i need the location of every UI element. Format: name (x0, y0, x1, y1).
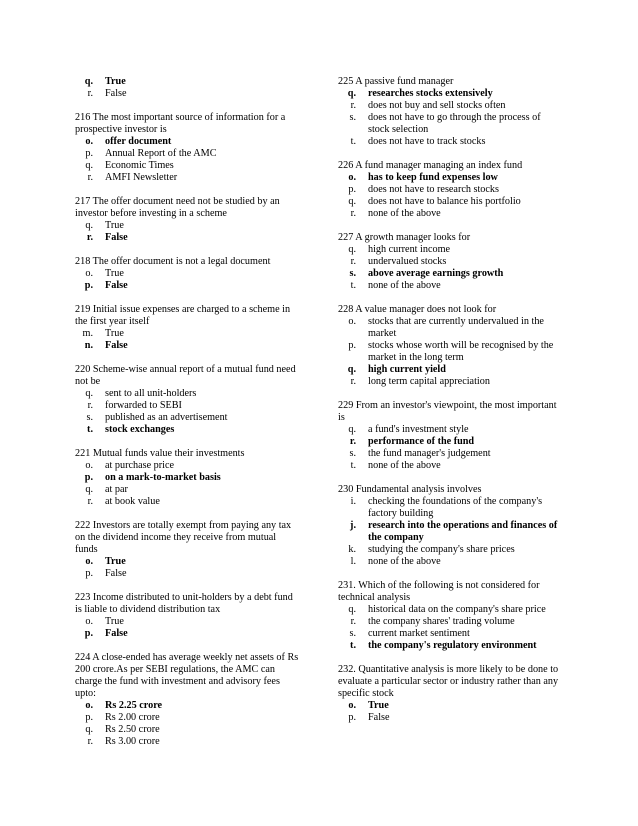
question-block (338, 232, 562, 292)
option-label: r. (87, 172, 93, 183)
answer-option (75, 496, 299, 508)
question-block (75, 448, 299, 508)
question-block (338, 484, 562, 568)
option-label: p. (85, 148, 93, 159)
answer-option (75, 220, 299, 232)
answer-option (338, 196, 562, 208)
answer-option (338, 256, 562, 268)
option-label: j. (350, 520, 356, 531)
question-stem: 220 Scheme-wise annual report of a mutual fund need not be (75, 364, 296, 387)
answer-option (338, 604, 562, 616)
option-text: studying the company's share prices (368, 544, 515, 555)
option-text: False (105, 232, 128, 243)
question-stem: 228 A value manager does not look for (338, 304, 497, 315)
question-stem: 222 Investors are totally exempt from paying any tax on the dividend income they receive from mutual funds (75, 520, 292, 555)
question-stem: 229 From an investor's viewpoint, the most important is (338, 400, 557, 423)
answer-option (75, 160, 299, 172)
option-label: q. (85, 220, 93, 231)
option-label: p. (84, 280, 93, 291)
option-label: p. (85, 568, 93, 579)
option-text: does not have to balance his portfolio (368, 196, 521, 207)
option-text: checking the foundations of the company's factory building (368, 496, 543, 519)
option-label: r. (86, 232, 93, 243)
answer-option (75, 412, 299, 424)
option-label: o. (85, 268, 93, 279)
option-text: researches stocks extensively (368, 88, 493, 99)
answer-option (338, 448, 562, 460)
answer-option-correct (75, 424, 299, 436)
option-text: none of the above (368, 280, 441, 291)
answer-option (75, 616, 299, 628)
answer-option (338, 280, 562, 292)
answer-option (75, 712, 299, 724)
option-text: at par (105, 484, 128, 495)
answer-option (75, 568, 299, 580)
option-text: does not have to research stocks (368, 184, 499, 195)
option-label: q. (347, 88, 356, 99)
option-text: does not have to go through the process of stock selection (368, 112, 541, 135)
option-text: Economic Times (105, 160, 174, 171)
answer-option (338, 316, 562, 340)
option-text: False (105, 568, 127, 579)
answer-option (338, 460, 562, 472)
option-label: r. (87, 496, 93, 507)
answer-option (75, 400, 299, 412)
option-label: q. (85, 484, 93, 495)
option-label: m. (82, 328, 93, 339)
option-text: False (368, 712, 390, 723)
question-stem: 223 Income distributed to unit-holders by a debt fund is liable to dividend distribution tax (75, 592, 293, 615)
question-block (338, 304, 562, 388)
answer-option (338, 496, 562, 520)
option-label: s. (349, 448, 356, 459)
option-label: p. (348, 712, 356, 723)
answer-option-correct (338, 364, 562, 376)
answer-option-correct (338, 88, 562, 100)
option-label: o. (85, 136, 93, 147)
option-text: True (105, 556, 126, 567)
option-text: False (105, 340, 128, 351)
option-text: high current income (368, 244, 451, 255)
option-text: Rs 2.50 crore (105, 724, 160, 735)
option-text: above average earnings growth (368, 268, 504, 279)
answer-option (338, 136, 562, 148)
option-label: o. (85, 700, 93, 711)
option-text: stocks whose worth will be recognised by the market in the long term (368, 340, 554, 363)
answer-option (338, 208, 562, 220)
question-block (338, 76, 562, 148)
option-text: Rs 2.25 crore (105, 700, 163, 711)
question-stem: 225 A passive fund manager (338, 76, 454, 87)
question-block (75, 304, 299, 352)
option-text: current market sentiment (368, 628, 470, 639)
option-text: long term capital appreciation (368, 376, 490, 387)
option-text: on a mark-to-market basis (105, 472, 221, 483)
question-stem: 224 A close-ended has average weekly net assets of Rs 200 crore.As per SEBI regulations, the AMC can charge the fund with investment and advisory fees upto: (75, 652, 299, 699)
option-label: r. (350, 256, 356, 267)
option-label: r. (350, 376, 356, 387)
option-text: True (105, 220, 124, 231)
question-stem: 219 Initial issue expenses are charged to a scheme in the first year itself (75, 304, 291, 327)
option-text: at purchase price (105, 460, 175, 471)
answer-option (75, 172, 299, 184)
answer-option (338, 616, 562, 628)
question-block (338, 160, 562, 220)
option-text: a fund's investment style (368, 424, 469, 435)
question-stem: 226 A fund manager managing an index fund (338, 160, 523, 171)
option-text: none of the above (368, 208, 441, 219)
answer-option-correct (75, 76, 299, 88)
option-label: t. (87, 424, 93, 435)
option-label: q. (84, 76, 93, 87)
option-label: r. (349, 436, 356, 447)
question-stem: 230 Fundamental analysis involves (338, 484, 482, 495)
option-label: p. (84, 628, 93, 639)
question-block (75, 196, 299, 244)
answer-option-correct (338, 640, 562, 652)
option-label: t. (350, 460, 356, 471)
option-label: r. (350, 100, 356, 111)
answer-option-correct (338, 436, 562, 448)
option-label: p. (348, 184, 356, 195)
option-text: AMFI Newsletter (105, 172, 178, 183)
option-text: at book value (105, 496, 160, 507)
answer-option (338, 112, 562, 136)
option-label: q. (348, 244, 356, 255)
answer-option-correct (75, 472, 299, 484)
option-text: True (105, 268, 124, 279)
question-stem: 218 The offer document is not a legal document (75, 256, 271, 267)
question-stem: 216 The most important source of information for a prospective investor is (75, 112, 286, 135)
option-label: o. (348, 700, 356, 711)
answer-option (338, 340, 562, 364)
question-block (338, 400, 562, 472)
option-text: False (105, 280, 128, 291)
answer-option (75, 736, 299, 748)
option-text: Rs 2.00 crore (105, 712, 160, 723)
answer-option-correct (75, 340, 299, 352)
question-block (75, 112, 299, 184)
answer-option-correct (75, 700, 299, 712)
answer-option (338, 184, 562, 196)
option-text: undervalued stocks (368, 256, 447, 267)
answer-option (75, 88, 299, 100)
option-label: r. (350, 208, 356, 219)
question-block (75, 364, 299, 436)
option-label: s. (349, 268, 356, 279)
question-stem: 221 Mutual funds value their investments (75, 448, 245, 459)
answer-option-correct (75, 556, 299, 568)
question-block (338, 664, 562, 724)
option-label: t. (350, 136, 356, 147)
option-text: the company shares' trading volume (368, 616, 515, 627)
option-label: k. (348, 544, 356, 555)
option-text: high current yield (368, 364, 446, 375)
option-text: True (105, 616, 124, 627)
option-text: True (105, 328, 124, 339)
option-label: o. (85, 616, 93, 627)
option-label: s. (349, 628, 356, 639)
option-text: sent to all unit-holders (105, 388, 197, 399)
option-label: r. (87, 400, 93, 411)
option-text: historical data on the company's share price (368, 604, 546, 615)
option-text: offer document (105, 136, 172, 147)
option-label: p. (84, 472, 93, 483)
answer-option (338, 100, 562, 112)
question-block (338, 580, 562, 652)
option-label: o. (348, 316, 356, 327)
option-text: does not have to track stocks (368, 136, 486, 147)
option-text: performance of the fund (368, 436, 475, 447)
option-text: stocks that are currently undervalued in the market (368, 316, 544, 339)
option-label: r. (350, 616, 356, 627)
option-label: q. (347, 364, 356, 375)
question-stem: 231. Which of the following is not considered for technical analysis (338, 580, 540, 603)
option-text: False (105, 88, 127, 99)
option-label: t. (350, 280, 356, 291)
option-label: q. (85, 724, 93, 735)
answer-option-correct (75, 232, 299, 244)
answer-option-correct (75, 628, 299, 640)
option-text: the fund manager's judgement (368, 448, 491, 459)
answer-option (75, 388, 299, 400)
option-label: q. (348, 424, 356, 435)
answer-option-correct (338, 520, 562, 544)
option-text: none of the above (368, 556, 441, 567)
option-label: q. (348, 196, 356, 207)
question-block (75, 520, 299, 580)
answer-option (338, 424, 562, 436)
question-stem: 227 A growth manager looks for (338, 232, 471, 243)
option-text: research into the operations and finances of the company (368, 520, 558, 543)
answer-option (75, 268, 299, 280)
question-block (75, 76, 299, 100)
option-label: t. (350, 640, 356, 651)
option-text: does not buy and sell stocks often (368, 100, 506, 111)
option-label: n. (84, 340, 93, 351)
answer-option (338, 556, 562, 568)
option-label: r. (87, 736, 93, 747)
answer-option (338, 628, 562, 640)
option-text: False (105, 628, 128, 639)
option-label: o. (348, 172, 356, 183)
answer-option (338, 544, 562, 556)
option-text: none of the above (368, 460, 441, 471)
option-label: o. (85, 556, 93, 567)
option-label: p. (348, 340, 356, 351)
right-column (338, 76, 562, 736)
option-text: stock exchanges (105, 424, 175, 435)
answer-option (338, 712, 562, 724)
option-label: r. (87, 88, 93, 99)
option-text: Annual Report of the AMC (105, 148, 217, 159)
answer-option (75, 484, 299, 496)
question-block (75, 256, 299, 292)
question-block (75, 652, 299, 748)
option-label: q. (85, 160, 93, 171)
option-text: True (105, 76, 126, 87)
option-label: o. (85, 460, 93, 471)
question-block (75, 592, 299, 640)
option-label: p. (85, 712, 93, 723)
option-label: l. (350, 556, 356, 567)
answer-option (75, 724, 299, 736)
answer-option (338, 376, 562, 388)
option-text: forwarded to SEBI (105, 400, 182, 411)
option-text: published as an advertisement (105, 412, 228, 423)
answer-option-correct (338, 700, 562, 712)
option-label: q. (348, 604, 356, 615)
option-text: True (368, 700, 389, 711)
option-text: Rs 3.00 crore (105, 736, 160, 747)
option-label: s. (349, 112, 356, 123)
answer-option (75, 460, 299, 472)
answer-option (338, 244, 562, 256)
option-label: q. (85, 388, 93, 399)
question-stem: 232. Quantitative analysis is more likely to be done to evaluate a particular sector or industry rather than any specific stock (338, 664, 559, 699)
option-label: s. (86, 412, 93, 423)
answer-option-correct (75, 280, 299, 292)
answer-option-correct (338, 268, 562, 280)
answer-option-correct (338, 172, 562, 184)
option-text: has to keep fund expenses low (368, 172, 498, 183)
left-column (75, 76, 299, 760)
option-label: i. (350, 496, 356, 507)
option-text: the company's regulatory environment (368, 640, 537, 651)
answer-option-correct (75, 136, 299, 148)
answer-option (75, 328, 299, 340)
question-stem: 217 The offer document need not be studied by an investor before investing in a scheme (75, 196, 280, 219)
answer-option (75, 148, 299, 160)
